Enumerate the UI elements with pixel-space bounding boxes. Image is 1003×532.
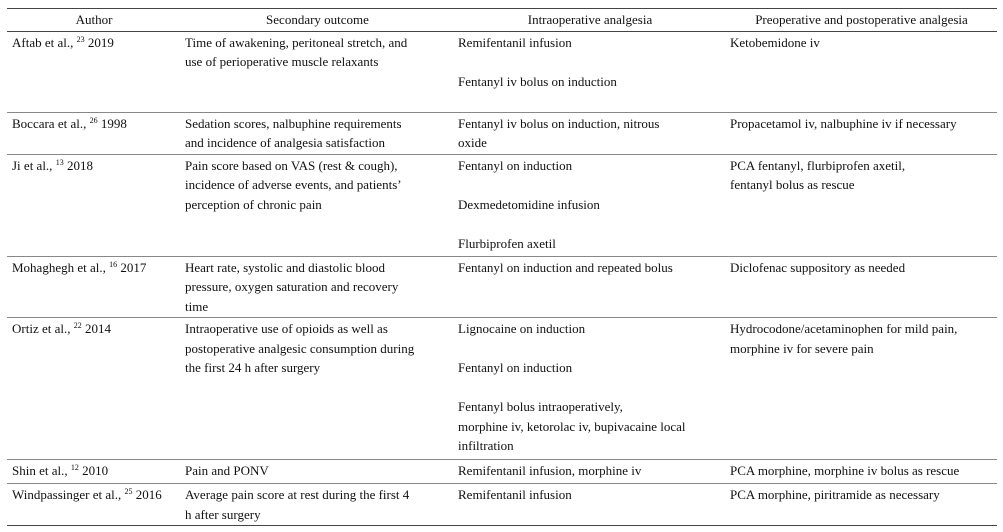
cell-pre-postoperative-analgesia — [726, 484, 997, 526]
cell-text-line: use of perioperative muscle relaxants — [185, 54, 379, 69]
publication-year: 1998 — [100, 115, 127, 131]
cell-text-line — [458, 214, 722, 234]
reference-number: 23 — [76, 34, 85, 44]
cell-intraoperative-analgesia — [454, 460, 726, 484]
cell-text-line: Average pain score at rest during the first 4 — [185, 487, 410, 502]
reference-number: 13 — [55, 157, 64, 167]
cell-text-line: Pain score based on VAS (rest & cough), — [185, 157, 398, 173]
author-name: Boccara et al., — [12, 115, 87, 131]
analgesia-table — [7, 8, 997, 526]
cell-intraoperative-analgesia — [454, 154, 726, 256]
cell-text-line: Heart rate, systolic and diastolic blood — [185, 259, 386, 275]
cell-author — [7, 318, 181, 460]
author-name: Ortiz et al., — [12, 321, 71, 336]
cell-intraoperative-analgesia — [454, 256, 726, 318]
cell-secondary-outcome — [181, 484, 454, 526]
author-name: Windpassinger et al., — [12, 487, 122, 502]
table-row — [7, 154, 997, 256]
cell-pre-postoperative-analgesia — [726, 460, 997, 484]
cell-text-line: Flurbiprofen axetil — [458, 235, 556, 251]
cell-secondary-outcome — [181, 31, 454, 112]
cell-text-line: PCA morphine, morphine iv bolus as rescue — [730, 463, 960, 478]
table-row — [7, 460, 997, 484]
header-secondary-outcome: Secondary outcome — [266, 12, 369, 27]
cell-author — [7, 31, 181, 112]
cell-text-line: pressure, oxygen saturation and recovery — [185, 279, 399, 294]
header-intraoperative-analgesia: Intraoperative analgesia — [527, 12, 653, 27]
cell-text-line: Remifentanil infusion — [458, 487, 572, 502]
cell-text-line — [458, 378, 722, 398]
cell-text-line: Pain and PONV — [185, 463, 269, 478]
cell-text-line: fentanyl bolus as rescue — [730, 177, 855, 192]
cell-text-line: the first 24 h after surgery — [185, 360, 321, 375]
author-name: Mohaghegh et al., — [12, 259, 106, 275]
table-row — [7, 112, 997, 154]
cell-text-line: Sedation scores, nalbuphine requirements — [185, 115, 402, 131]
reference-number: 25 — [124, 487, 133, 496]
cell-text-line: incidence of adverse events, and patients’ — [185, 177, 402, 192]
publication-year: 2014 — [84, 321, 111, 336]
cell-text-line — [458, 339, 722, 359]
cell-text-line: Time of awakening, peritoneal stretch, and — [185, 34, 408, 50]
reference-number: 26 — [89, 115, 98, 125]
cell-text-line: morphine iv for severe pain — [730, 340, 874, 356]
publication-year: 2017 — [120, 259, 147, 275]
cell-text-line: perception of chronic pain — [185, 196, 322, 212]
cell-text-line: oxide — [458, 135, 487, 150]
cell-text-line: Hydrocodone/acetaminophen for mild pain, — [730, 321, 958, 336]
publication-year: 2018 — [66, 157, 93, 173]
cell-author — [7, 112, 181, 154]
table-body — [7, 31, 997, 526]
publication-year: 2016 — [135, 487, 162, 502]
cell-text-line: Remifentanil infusion — [458, 34, 572, 50]
cell-text-line: morphine iv, ketorolac iv, bupivacaine local — [458, 418, 686, 434]
reference-number: 12 — [70, 463, 79, 472]
cell-pre-postoperative-analgesia — [726, 31, 997, 112]
header-pre-postoperative-analgesia: Preoperative and postoperative analgesia — [755, 12, 968, 27]
cell-text-line: Ketobemidone iv — [730, 34, 820, 50]
cell-pre-postoperative-analgesia — [726, 318, 997, 460]
reference-number: 22 — [73, 321, 82, 330]
cell-secondary-outcome — [181, 112, 454, 154]
cell-text-line: postoperative analgesic consumption during — [185, 340, 415, 356]
cell-text-line — [458, 175, 722, 195]
cell-pre-postoperative-analgesia — [726, 154, 997, 256]
cell-secondary-outcome — [181, 154, 454, 256]
author-name: Ji et al., — [12, 157, 53, 173]
cell-text-line: Fentanyl on induction and repeated bolus — [458, 259, 673, 275]
cell-text-line: Fentanyl on induction — [458, 157, 573, 173]
cell-secondary-outcome — [181, 318, 454, 460]
cell-text-line: Propacetamol iv, nalbuphine iv if necessary — [730, 115, 957, 131]
cell-text-line: Intraoperative use of opioids as well as — [185, 321, 388, 336]
cell-text-line: time — [185, 298, 209, 314]
table-row — [7, 484, 997, 526]
cell-author — [7, 484, 181, 526]
table-row — [7, 318, 997, 460]
cell-author — [7, 460, 181, 484]
cell-intraoperative-analgesia — [454, 484, 726, 526]
cell-text-line: Fentanyl iv bolus on induction — [458, 73, 617, 89]
cell-text-line: and incidence of analgesia satisfaction — [185, 135, 385, 150]
header-row — [7, 9, 997, 32]
cell-secondary-outcome — [181, 256, 454, 318]
cell-secondary-outcome — [181, 460, 454, 484]
cell-text-line: Lignocaine on induction — [458, 321, 586, 336]
publication-year: 2010 — [82, 463, 109, 478]
cell-text-line: Fentanyl on induction — [458, 360, 573, 375]
cell-text-line: Diclofenac suppository as needed — [730, 259, 906, 275]
cell-pre-postoperative-analgesia — [726, 256, 997, 318]
cell-text-line — [458, 91, 722, 111]
cell-author — [7, 256, 181, 318]
reference-number: 16 — [109, 259, 118, 269]
cell-text-line: h after surgery — [185, 506, 261, 522]
cell-text-line: Fentanyl iv bolus on induction, nitrous — [458, 115, 660, 131]
table-row — [7, 31, 997, 112]
cell-text-line: PCA fentanyl, flurbiprofen axetil, — [730, 157, 906, 173]
cell-text-line: Remifentanil infusion, morphine iv — [458, 463, 642, 478]
author-name: Shin et al., — [12, 463, 68, 478]
publication-year: 2019 — [87, 34, 114, 50]
cell-intraoperative-analgesia — [454, 31, 726, 112]
cell-pre-postoperative-analgesia — [726, 112, 997, 154]
author-name: Aftab et al., — [12, 34, 74, 50]
cell-intraoperative-analgesia — [454, 112, 726, 154]
cell-text-line: PCA morphine, piritramide as necessary — [730, 487, 940, 502]
table-row — [7, 256, 997, 318]
cell-intraoperative-analgesia — [454, 318, 726, 460]
cell-text-line: Fentanyl bolus intraoperatively, — [458, 399, 623, 414]
header-author: Author — [75, 12, 113, 27]
cell-author — [7, 154, 181, 256]
cell-text-line — [458, 52, 722, 72]
cell-text-line: infiltration — [458, 438, 514, 453]
table-header — [7, 9, 997, 32]
cell-text-line: Dexmedetomidine infusion — [458, 196, 600, 212]
